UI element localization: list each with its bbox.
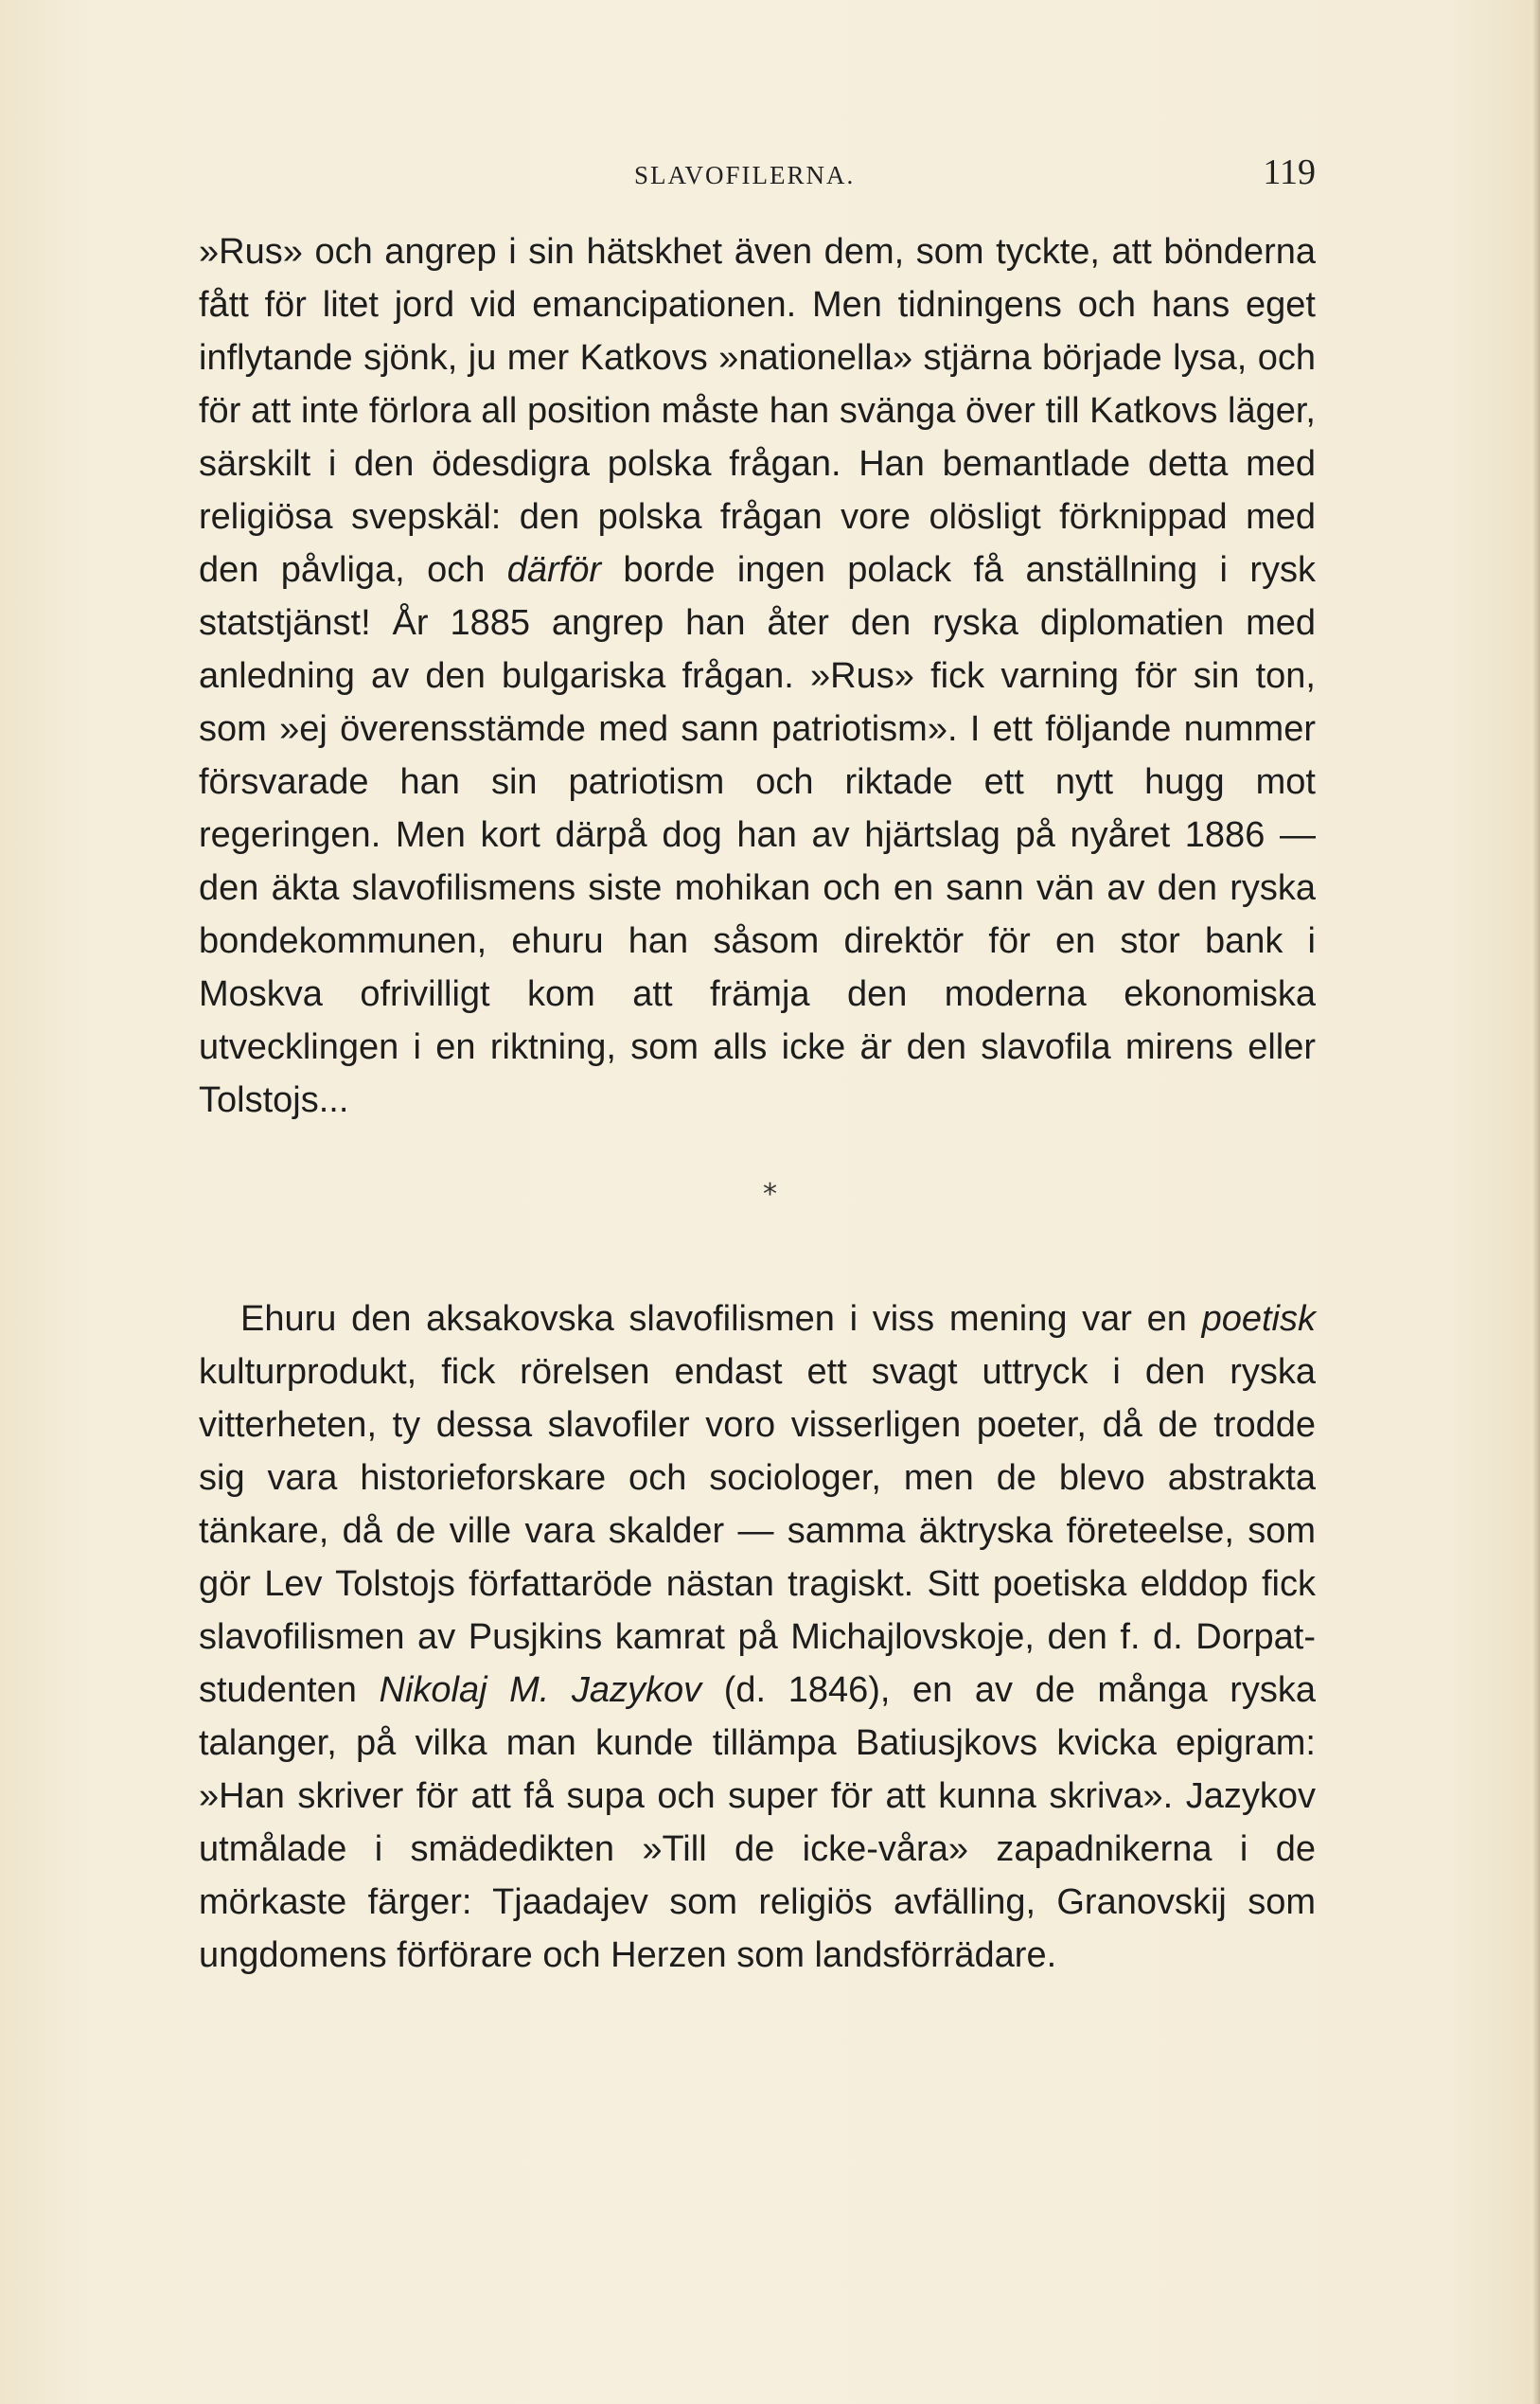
paragraph-1 [199,225,1316,1127]
running-title: SLAVOFILERNA. [634,161,856,189]
paragraph-1-part-1: »Rus» och angrep i sin hätskhet även dem, som tyckte, att bönderna fått för litet jord vid emancipationen. Men tidningens och hans eget inflytande sjönk, ju mer Katkovs »nationella» stjärna började lysa, och för att inte förlora all position måste han svänga över till Katkovs läger, särskilt i den ödesdigra polska frågan. Han bemantlade detta med religiösa svepskäl: den polska frågan vore olösligt förknippad med den påvliga, och [199,232,1316,590]
paragraph-2 [199,1292,1316,1982]
paragraph-2-part-1: Ehuru den aksakovska slavofilismen i viss mening var en [240,1299,1202,1339]
section-separator-asterisk: * [763,1178,777,1211]
paragraph-2-part-3: (d. 1846), en av de många ryska talanger, på vilka man kunde tillämpa Batiusjkovs kvicka epigram: »Han skriver för att få supa och super för att kunna skriva». Jazykov utmålade i smädedikten »Till de icke-våra» zapadnikerna i de mörkaste färger: Tjaadajev som religiös avfälling, Granovskij som ungdomens förförare och Herzen som landsförrädare. [199,1670,1316,1975]
paragraph-2-text [199,1292,1316,1982]
paragraph-1-part-2: borde ingen polack få anställning i rysk statstjänst! År 1885 angrep han åter den ryska diplomatien med anledning av den bulgariska frågan. »Rus» fick varning för sin ton, som »ej överensstämde med sann patriotism». I ett följande nummer försvarade han sin patriotism och riktade ett nytt hugg mot regeringen. Men kort därpå dog han av hjärtslag på nyåret 1886 — den äkta slavofilismens siste mohikan och en sann vän av den ryska bondekommunen, ehuru han såsom direktör för en stor bank i Moskva ofrivilligt kom att främja den moderna ekonomiska utvecklingen i en riktning, som alls icke är den slavofila mirens eller Tolstojs... [199,550,1317,1120]
page-header [199,151,1316,199]
paragraph-2-emphasis-name: Nikolaj M. Jazykov [379,1670,702,1710]
paragraph-1-emphasis: därför [506,550,602,590]
paragraph-1-text [199,225,1316,1127]
page-number: 119 [1263,152,1316,192]
paragraph-2-emphasis-poetisk: poetisk [1201,1299,1316,1339]
paragraph-2-part-2: kulturprodukt, fick rörelsen endast ett svagt uttryck i den ryska vitterheten, ty dessa slavofiler voro visserligen poeter, då de trodde sig vara historieforskare och sociologer, men de blevo abstrakta tänkare, då de ville vara skalder — samma äktryska företeelse, som gör Lev Tolstojs författaröde nästan tragiskt. Sitt poetiska elddop fick slavofilismen av Pusjkins kamrat på Michajlovskoje, den f. d. Dorpat-studenten [199,1352,1316,1710]
